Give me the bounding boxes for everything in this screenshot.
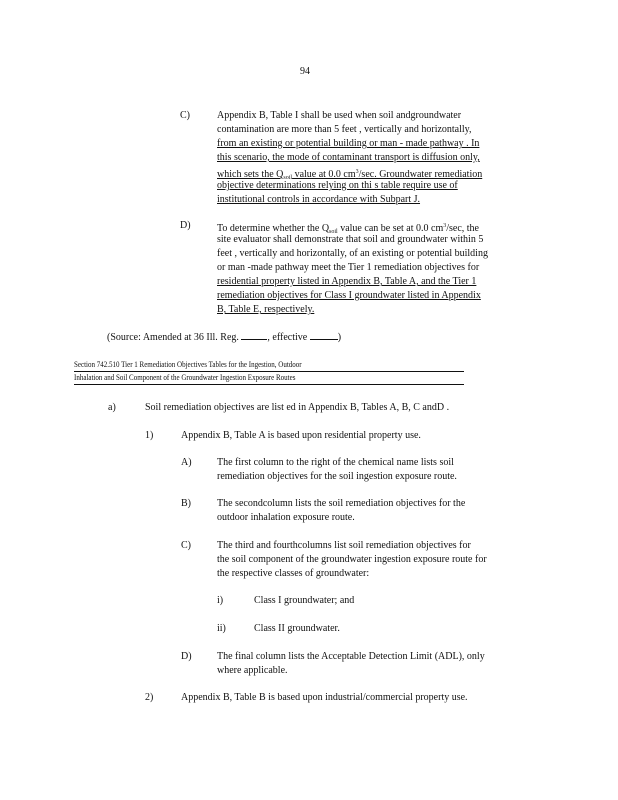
para-a-label: a)	[108, 402, 116, 413]
register-blank	[241, 330, 267, 340]
item-d-label: D)	[180, 220, 191, 231]
sub-b-label: B)	[181, 498, 191, 509]
item-c-line: institutional controls in accordance with Subpart J.	[217, 194, 421, 205]
section-header-line2: Inhalation and Soil Component of the Groundwater Ingestion Exposure Routes	[74, 373, 296, 383]
item-d-line: site evaluator shall demonstrate that soil and groundwater within 5	[217, 234, 484, 245]
item-c-line: Appendix B, Table I shall be used when soil andgroundwater	[217, 110, 462, 121]
cubic-superscript: 3	[443, 223, 447, 229]
item-d-text: value can be set at 0.0 cm	[337, 223, 444, 234]
sub-c-line: the soil component of the groundwater ingestion exposure route for	[217, 554, 487, 565]
item-d-text: /sec, the	[446, 223, 479, 234]
q-soil-subscript: soil	[283, 175, 293, 181]
sub-c-label: C)	[181, 540, 191, 551]
item-c-line: this scenario, the mode of contaminant transport is diffusion only,	[217, 152, 480, 163]
source-note	[107, 330, 341, 344]
sub-c-line: the respective classes of groundwater:	[217, 568, 370, 579]
item-c-text: /sec. Groundwater remediation	[358, 169, 483, 180]
item-d-line: residential property listed in Appendix B, Table A, and the Tier 1	[217, 276, 477, 287]
item-c-line: objective determinations relying on thi s table require use of	[217, 180, 458, 191]
roman-ii-text: Class II groundwater.	[254, 623, 340, 634]
sub-a-line: remediation objectives for the soil ingestion exposure route.	[217, 471, 457, 482]
item-c-text: which sets the Q	[217, 169, 284, 180]
item-c-text: value at 0.0 cm	[292, 169, 356, 180]
header-underline	[74, 384, 464, 385]
item-c-label: C)	[180, 110, 190, 121]
item-c-line: contamination are more than 5 feet , vertically and horizontally,	[217, 124, 472, 135]
sub-a-label: A)	[181, 457, 192, 468]
item-1-label: 1)	[145, 430, 154, 441]
sub-d-label: D)	[181, 651, 192, 662]
item-2-label: 2)	[145, 692, 154, 703]
item-d-line: feet , vertically and horizontally, of an existing or potential building	[217, 248, 488, 259]
sub-b-line: outdoor inhalation exposure route.	[217, 512, 355, 523]
item-d-line: or man -made pathway meet the Tier 1 remediation objectives for	[217, 262, 480, 273]
source-suffix: )	[337, 332, 342, 343]
q-soil-subscript: soil	[329, 229, 338, 235]
sub-c-line: The third and fourthcolumns list soil remediation objectives for	[217, 540, 471, 551]
roman-i-text: Class I groundwater; and	[254, 595, 355, 606]
sub-d-line: The final column lists the Acceptable Detection Limit (ADL), only	[217, 651, 485, 662]
item-1-text: Appendix B, Table A is based upon residential property use.	[181, 430, 421, 441]
sub-d-line: where applicable.	[217, 665, 288, 676]
effective-date-blank	[310, 330, 338, 340]
item-d-line: remediation objectives for Class I groundwater listed in Appendix	[217, 290, 481, 301]
source-middle: , effective	[267, 332, 308, 343]
item-c-line: from an existing or potential building or man - made pathway . In	[217, 138, 480, 149]
cubic-superscript: 3	[355, 169, 359, 175]
item-d-text: To determine whether the Q	[217, 223, 330, 234]
source-prefix: (Source: Amended at 36 Ill. Reg.	[107, 332, 239, 343]
item-2-text: Appendix B, Table B is based upon industrial/commercial property use.	[181, 692, 468, 703]
section-header-line1: Section 742.510 Tier 1 Remediation Objectives Tables for the Ingestion, Outdoor	[74, 360, 302, 370]
sub-a-line: The first column to the right of the chemical name lists soil	[217, 457, 454, 468]
roman-ii-label: ii)	[217, 623, 226, 634]
roman-i-label: i)	[217, 595, 224, 606]
header-underline	[74, 371, 464, 372]
para-a-text: Soil remediation objectives are list ed in Appendix B, Tables A, B, C andD .	[145, 402, 450, 413]
page-number: 94	[300, 66, 310, 77]
sub-b-line: The secondcolumn lists the soil remediation objectives for the	[217, 498, 466, 509]
item-d-line: B, Table E, respectively.	[217, 304, 315, 315]
